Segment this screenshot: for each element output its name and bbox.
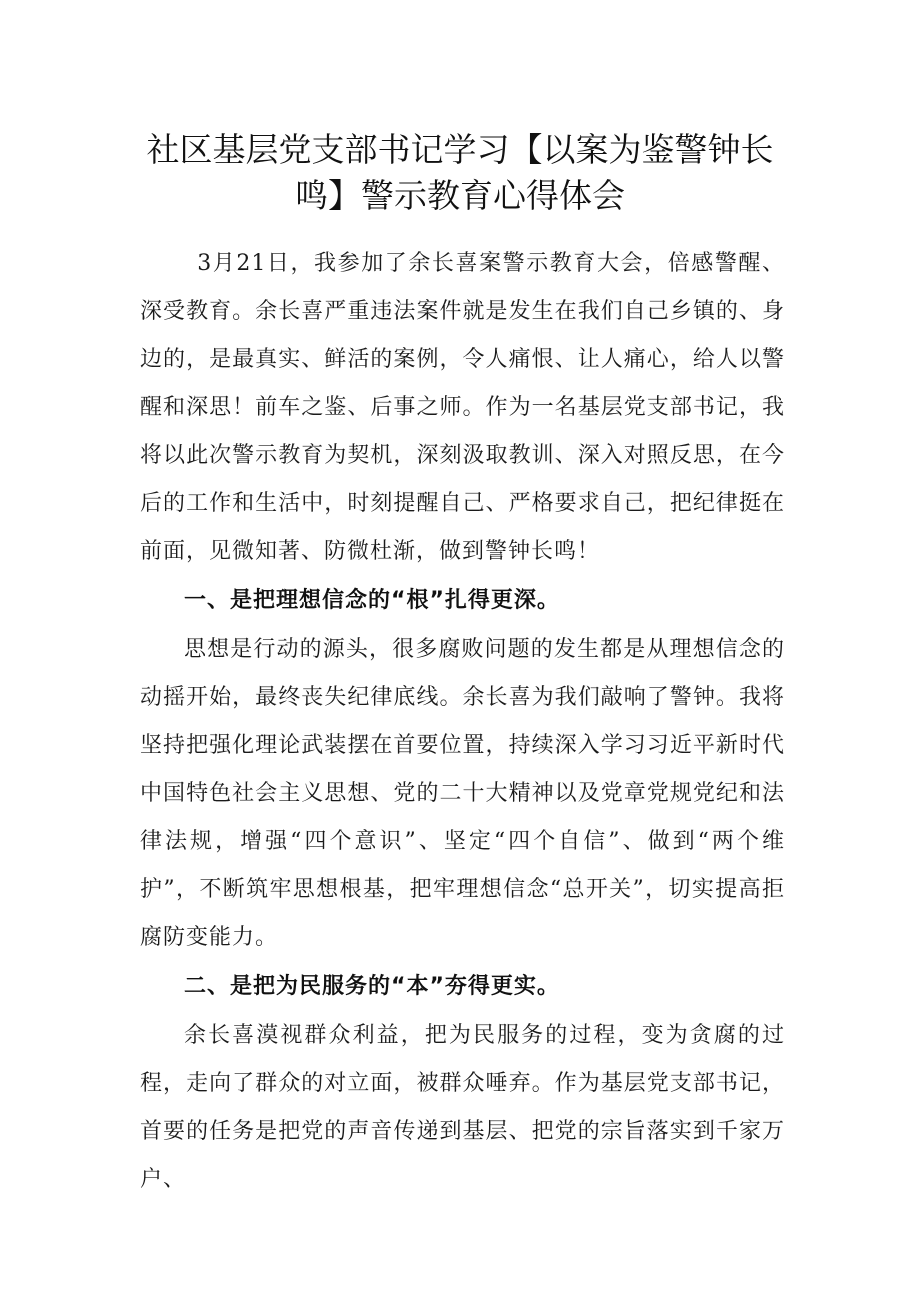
document-title-line-2: 鸣】警示教育心得体会: [295, 176, 625, 215]
section-1-paragraph: 思想是行动的源头，很多腐败问题的发生都是从理想信念的动摇开始，最终丧失纪律底线。余长喜为我们敲响了警钟。我将坚持把强化理论武装摆在首要位置，持续深入学习习近平新时代中国特色社会主义思想、党的二十大精神以及党章党规党纪和法律法规，增强“四个意识”、坚定“四个自信”、做到“两个维护”，不断筑牢思想根基，把牢理想信念“总开关”，切实提高拒腐防变能力。: [140, 637, 785, 950]
document-body: [140, 240, 785, 1204]
section-2-heading: 二、是把为民服务的“本”夯得更实。: [184, 974, 560, 999]
document-title-line-1: 社区基层党支部书记学习【以案为鉴警钟长: [146, 130, 774, 169]
intro-paragraph: 3月21日，我参加了余长喜案警示教育大会，倍感警醒、深受教育。余长喜严重违法案件就是发生在我们自己乡镇的、身边的，是最真实、鲜活的案例，令人痛恨、让人痛心，给人以警醒和深思！前车之鉴、后事之师。作为一名基层党支部书记，我将以此次警示教育为契机，深刻汲取教训、深入对照反思，在今后的工作和生活中，时刻提醒自己、严格要求自己，把纪律挺在前面，见微知著、防微杜渐，做到警钟长鸣！: [140, 251, 785, 564]
section-1-heading: 一、是把理想信念的“根”扎得更深。: [184, 588, 560, 613]
section-2-paragraph: 余长喜漠视群众利益，把为民服务的过程，变为贪腐的过程，走向了群众的对立面，被群众唾弃。作为基层党支部书记，首要的任务是把党的声音传递到基层、把党的宗旨落实到千家万户、: [140, 1023, 785, 1192]
